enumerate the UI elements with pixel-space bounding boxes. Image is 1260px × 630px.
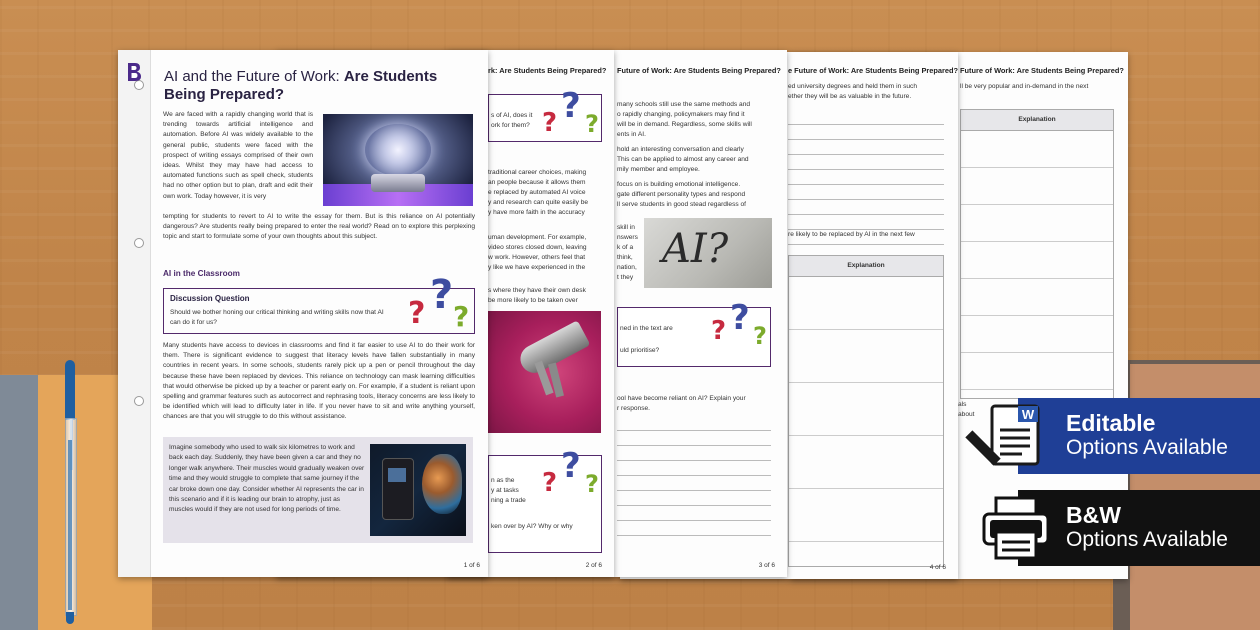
text-fragment: ned in the text are uld prioritise? (620, 325, 673, 354)
text-fragment: hold an interesting conversation and clearly This can be applied to almost any career and mily member and employee. (617, 146, 749, 173)
running-head: e Future of Work: Are Students Being Prepared? (788, 66, 959, 75)
page-title: AI and the Future of Work: Are Students Being Prepared? (164, 68, 438, 103)
question-mark-red-icon: ? (408, 296, 426, 331)
discussion-box: s of AI, does it ork for them? (488, 94, 602, 142)
text-fragment: many schools still use the same methods and o rapidly changing, policymakers may find it will be in demand. Regardless, some skills will ents in AI. (617, 101, 752, 138)
ai-brain-photo (323, 114, 473, 206)
question-mark-red-icon: ? (711, 316, 727, 346)
intro-paragraph-cont: tempting for students to revert to AI to write the essay for them. But is this reliance on AI potentially dangerous? Are students really being prepared to enter the real world? Read on to explore this perplexing topic and start to formulate some of your own thoughts about this subject. (163, 213, 475, 241)
text-fragment: uman development. For example, video stores closed down, leaving w work. However, others feel that y like we have experienced in the (488, 234, 587, 271)
page-number: 2 of 6 (585, 562, 602, 569)
ai-sign-photo: AI? (644, 218, 772, 288)
discussion-box: n as the y at tasks ning a trade ken over by AI? Why or why (488, 455, 602, 553)
table (960, 109, 1114, 399)
intro-paragraph: We are faced with a rapidly changing world that is trending towards artificial intelligence and automation. Before AI was widely available to the general public, students were faced with the prospect of writing essays comprised of their own ideas. Whilst they may have had access to automated functions such as spell check, students had no other option but to plan, draft and edit their own work. Today however, it is very (163, 111, 313, 200)
table (788, 255, 944, 567)
editable-title: Editable (1066, 410, 1156, 436)
text-fragment: ed university degrees and held them in such ether they will be as valuable in the future. (788, 83, 918, 100)
discussion-text: Should we bother honing our critical thinking and writing skills now that AI can do it for us? (170, 309, 384, 326)
ballpoint-pen (62, 360, 78, 625)
text-fragment: ll be very popular and in-demand in the next (960, 83, 1089, 90)
section-heading: AI in the Classroom (163, 269, 240, 278)
discussion-heading: Discussion Question (170, 294, 250, 303)
text-fragment: s where they have their own desk be more likely to be taken over (488, 287, 586, 304)
svg-text:W: W (1021, 407, 1035, 422)
text-fragment: skill in nswers k of a think, nation, t they (617, 224, 638, 281)
notebook-grey (0, 375, 40, 630)
page-number: 3 of 6 (758, 562, 775, 569)
table-header-explanation: Explanation (789, 256, 943, 277)
document-pencil-icon (978, 402, 1054, 472)
question-mark-green-icon: ? (585, 110, 599, 138)
bw-title: B&W (1066, 502, 1121, 528)
editable-subtitle: Options Available (1066, 436, 1228, 459)
robot-hand-photo (488, 311, 601, 433)
question-mark-red-icon: ? (542, 108, 558, 138)
answer-lines (617, 416, 771, 536)
page-number: 4 of 6 (929, 564, 946, 571)
bw-badge (1018, 490, 1260, 566)
worksheet-page-1 (118, 50, 488, 577)
printer-icon (980, 496, 1052, 560)
text-fragment: focus on is building emotional intelligence. gate different personality types and respond ll serve students in good stead regardless of (617, 181, 747, 208)
question-mark-blue-icon: ? (561, 86, 581, 126)
analogy-text: Imagine somebody who used to walk six kilometres to work and back each day. Suddenly, they have been given a car and they no longer walk anywhere. Their muscles would gradually weaken over time and they would struggle to complete that same journey if the car broke down one day. Consider whether AI represents the car in this scenario and if it is leading our brain to atrophy, just as muscles would if they are not used for long periods of time. (169, 444, 365, 514)
bw-subtitle: Options Available (1066, 528, 1228, 551)
question-mark-blue-icon: ? (430, 272, 454, 318)
text-fragment: ool have become reliant on AI? Explain your r response. (617, 395, 746, 412)
table-header-explanation: Explanation (961, 110, 1113, 131)
page-number: 1 of 6 (463, 562, 480, 569)
discussion-question-box (163, 288, 475, 334)
question-mark-green-icon: ? (753, 322, 767, 350)
question-mark-green-icon: ? (585, 470, 599, 498)
text-fragment: re likely to be replaced by AI in the next few (788, 231, 915, 238)
analogy-box (163, 437, 473, 543)
question-mark-green-icon: ? (453, 300, 470, 333)
running-head: Future of Work: Are Students Being Prepared? (960, 66, 1124, 75)
editable-badge (1018, 398, 1260, 474)
body-paragraph: Many students have access to devices in classrooms and find it far easier to use AI to do their work for them. There is significant evidence to suggest that literacy levels have fallen substantially in many countries in recent years. In some schools, students rarely pick up a pen or pencil throughout the day because these have been replaced by devices. This reliance on technology can mask learning difficulties that would otherwise be picked up by a teacher or parent early on. For example, if a student is reliant upon spelling and grammar features such as autocorrect and rephrasing tools, literacy concerns are less likely to be identified which will lead to difficulty later in life. If you never have to sit and write anything yourself, chances are that you will struggle to do this without assistance. (163, 342, 475, 421)
text-fragment: als about (958, 401, 975, 418)
question-mark-red-icon: ? (542, 468, 558, 498)
running-head: rk: Are Students Being Prepared? (488, 66, 607, 75)
text-fragment: traditional career choices, making an people because it allows them e replaced by automated AI voice y and research can quite easily be y have more faith in the accuracy (488, 169, 589, 216)
question-mark-blue-icon: ? (561, 446, 581, 486)
brand-logo-icon (126, 62, 142, 82)
phone-hologram-photo (370, 444, 466, 536)
question-mark-blue-icon: ? (730, 298, 750, 338)
running-head: Future of Work: Are Students Being Prepared? (617, 66, 781, 75)
